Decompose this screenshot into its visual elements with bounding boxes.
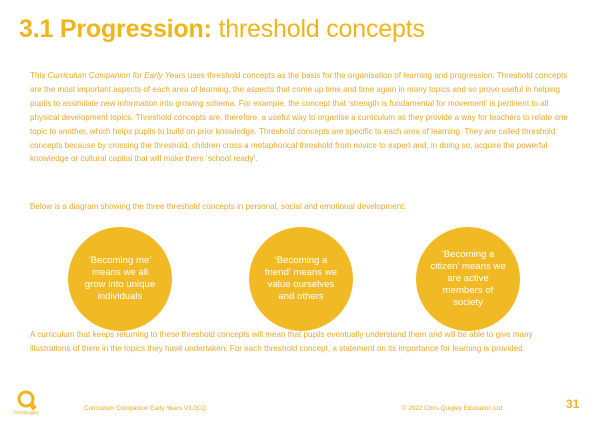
logo-mark-icon bbox=[16, 389, 38, 411]
concept-label: ‘Becoming a friend’ means we value ourselves and others bbox=[264, 255, 338, 302]
concept-circle-becoming-a-citizen bbox=[416, 227, 520, 331]
intro-paragraph bbox=[30, 69, 568, 166]
concept-circle-becoming-me bbox=[68, 227, 172, 331]
closing-paragraph: A curriculum that keeps returning to these threshold concepts will mean that pupils eventually understand them and will be able to give many illustrations of them in the topics they have undertaken. For each threshold concept, a statement on its importance for learning is provided. bbox=[30, 330, 533, 353]
logo-text: ChrisQuigley bbox=[13, 410, 39, 415]
title-topic: threshold concepts bbox=[218, 15, 425, 43]
diagram-intro: Below is a diagram showing the three threshold concepts in personal, social and emotional development: bbox=[30, 202, 406, 211]
footer-copyright: © 2022 Chris Quigley Education Ltd bbox=[402, 405, 503, 412]
page-title bbox=[19, 14, 425, 44]
title-section-number: 3.1 Progression: bbox=[19, 15, 212, 43]
intro-lead: This bbox=[30, 71, 48, 80]
page-number: 31 bbox=[566, 397, 580, 411]
concept-circle-becoming-a-friend bbox=[249, 227, 353, 331]
concept-label: ‘Becoming me’ means we all grow into unique individuals bbox=[84, 255, 156, 302]
publication-name: Curriculum Companion for Early Years bbox=[47, 71, 186, 80]
concept-label: ‘Becoming a citizen’ means we are active members of society bbox=[430, 249, 506, 308]
footer-document-name: Curriculum Companion Early Years V3.0CQ bbox=[84, 405, 207, 412]
publisher-logo bbox=[10, 389, 50, 419]
intro-text: uses threshold concepts as the basis for the organisation of learning and progression. Threshold concepts are the most important aspects of each area of learning, the aspects that come up time and time again in many topics and so prove useful in helping pupils to assimilate new information into growing schema. For example, the concept that ‘strength is fundamental for movement’ is pertinent to all physical development topics. Threshold concepts are, therefore, a useful way to organise a curriculum as they provide a way for teachers to relate one topic to another, which helps pupils to build on prior knowledge. Threshold concepts are specific to each area of learning. They are called threshold concepts because by crossing the threshold, children cross a metaphorical threshold from novice to expert and, in doing so, acquire the powerful knowledge or cultural capital that will make them ‘school ready’. bbox=[30, 71, 568, 164]
